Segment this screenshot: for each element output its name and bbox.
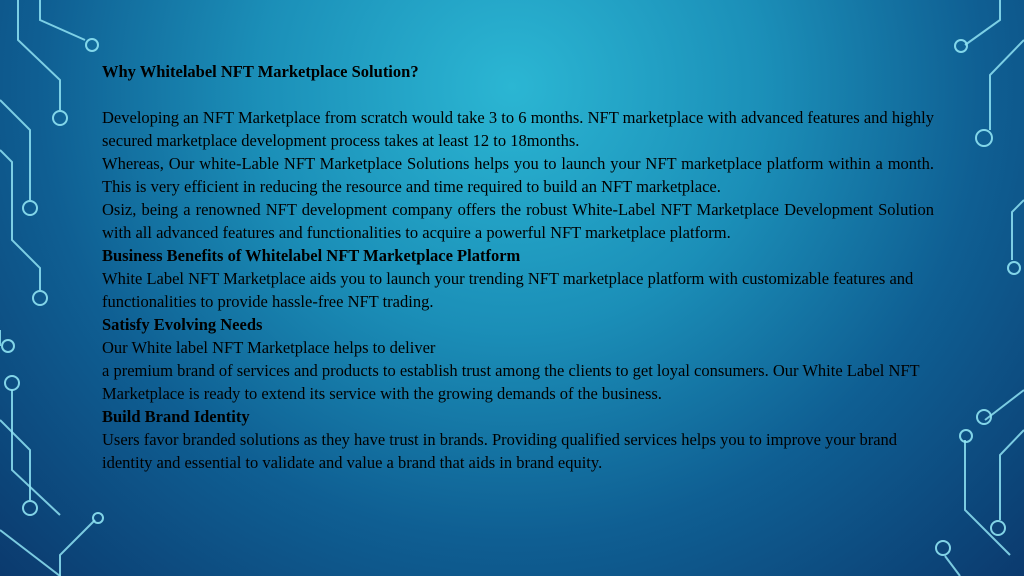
intro-paragraph-1: Developing an NFT Marketplace from scratch would take 3 to 6 months. NFT marketplace with advanced features and highly secured marketplace development process takes at least 12 to 18months. [102, 108, 934, 150]
text-content [102, 60, 934, 474]
section-text-business-benefits: White Label NFT Marketplace aids you to launch your trending NFT marketplace platform with customizable features and functionalities to provide hassle-free NFT trading. [102, 269, 914, 311]
section-heading-evolving-needs: Satisfy Evolving Needs [102, 315, 263, 334]
section-text-brand-identity: Users favor branded solutions as they have trust in brands. Providing qualified services helps you to improve your brand identity and essential to validate and value a brand that aids in brand equity. [102, 430, 898, 472]
section-heading-brand-identity: Build Brand Identity [102, 407, 250, 426]
intro-paragraph-2: Whereas, Our white-Lable NFT Marketplace Solutions helps you to launch your NFT marketplace platform within a month. This is very efficient in reducing the resource and time required to build an NFT marketplace. [102, 154, 934, 196]
section-heading-business-benefits: Business Benefits of Whitelabel NFT Marketplace Platform [102, 246, 521, 265]
page-title: Why Whitelabel NFT Marketplace Solution? [102, 62, 419, 81]
section-text-evolving-needs-1: Our White label NFT Marketplace helps to deliver [102, 338, 436, 357]
section-text-evolving-needs-2: a premium brand of services and products to establish trust among the clients to get loyal consumers. Our White Label NFT Marketplace is ready to extend its service with the growing demands of the business. [102, 361, 920, 403]
intro-paragraph-3: Osiz, being a renowned NFT development company offers the robust White-Label NFT Marketplace Development Solution with all advanced features and functionalities to acquire a powerful NFT marketplace platform. [102, 200, 934, 242]
